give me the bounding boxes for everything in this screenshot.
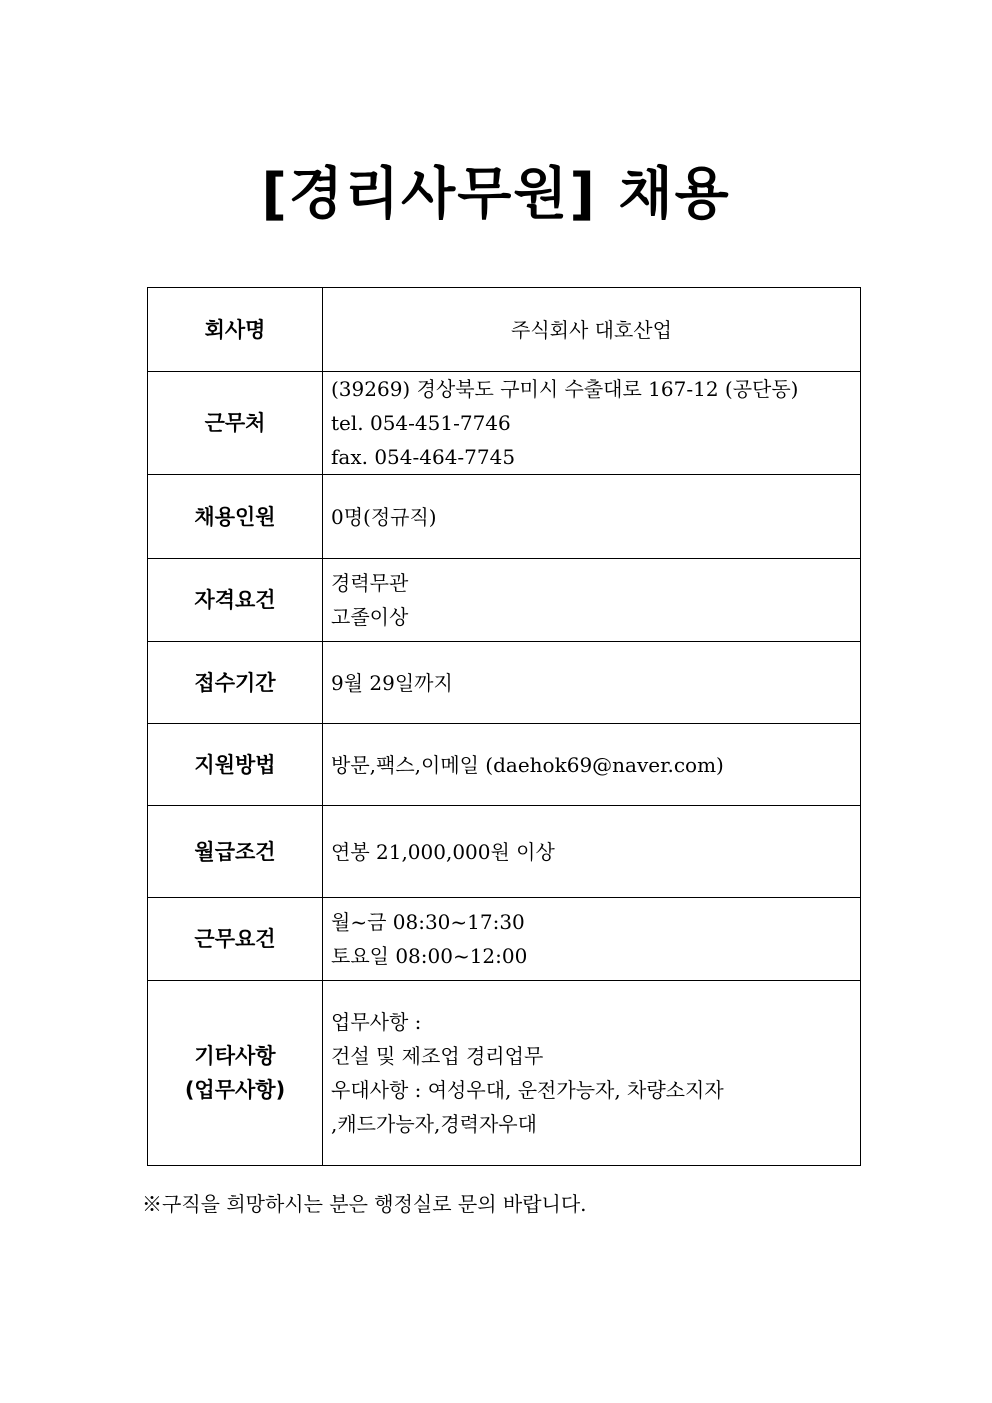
label-salary: 월급조건 bbox=[148, 806, 323, 898]
value-salary: 연봉 21,000,000원 이상 bbox=[323, 806, 861, 898]
table-row-salary bbox=[148, 806, 861, 898]
job-posting-table bbox=[147, 287, 861, 1166]
label-company: 회사명 bbox=[148, 288, 323, 372]
label-etc: 기타사항 (업무사항) bbox=[148, 981, 323, 1166]
table-row-headcount bbox=[148, 475, 861, 559]
workplace-tel: tel. 054-451-7746 bbox=[331, 411, 511, 435]
table-row-period bbox=[148, 642, 861, 724]
value-company: 주식회사 대호산업 bbox=[323, 288, 861, 372]
value-period: 9월 29일까지 bbox=[323, 642, 861, 724]
value-workplace bbox=[323, 372, 861, 475]
label-work-hours: 근무요건 bbox=[148, 898, 323, 981]
contact-notice: ※구직을 희망하시는 분은 행정실로 문의 바랍니다. bbox=[142, 1192, 587, 1216]
value-apply-method: 방문,팩스,이메일 (daehok69@naver.com) bbox=[323, 724, 861, 806]
value-etc: 업무사항 : 건설 및 제조업 경리업무 우대사항 : 여성우대, 운전가능자, 차량소지자 ,캐드가능자,경력자우대 bbox=[323, 981, 861, 1166]
value-qualification: 경력무관 고졸이상 bbox=[323, 559, 861, 642]
table-row-etc bbox=[148, 981, 861, 1166]
table-row-company bbox=[148, 288, 861, 372]
label-apply-method: 지원방법 bbox=[148, 724, 323, 806]
table-row-workplace bbox=[148, 372, 861, 475]
label-period: 접수기간 bbox=[148, 642, 323, 724]
label-workplace: 근무처 bbox=[148, 372, 323, 475]
table-row-apply-method bbox=[148, 724, 861, 806]
workplace-address: (39269) 경상북도 구미시 수출대로 167-12 (공단동) bbox=[331, 377, 799, 401]
value-work-hours: 월~금 08:30~17:30 토요일 08:00~12:00 bbox=[323, 898, 861, 981]
label-qualification: 자격요건 bbox=[148, 559, 323, 642]
value-headcount: 0명(정규직) bbox=[323, 475, 861, 559]
table-row-qualification bbox=[148, 559, 861, 642]
label-headcount: 채용인원 bbox=[148, 475, 323, 559]
table-row-work-hours bbox=[148, 898, 861, 981]
page-title: [경리사무원] 채용 bbox=[261, 162, 731, 227]
workplace-fax: fax. 054-464-7745 bbox=[331, 445, 516, 469]
